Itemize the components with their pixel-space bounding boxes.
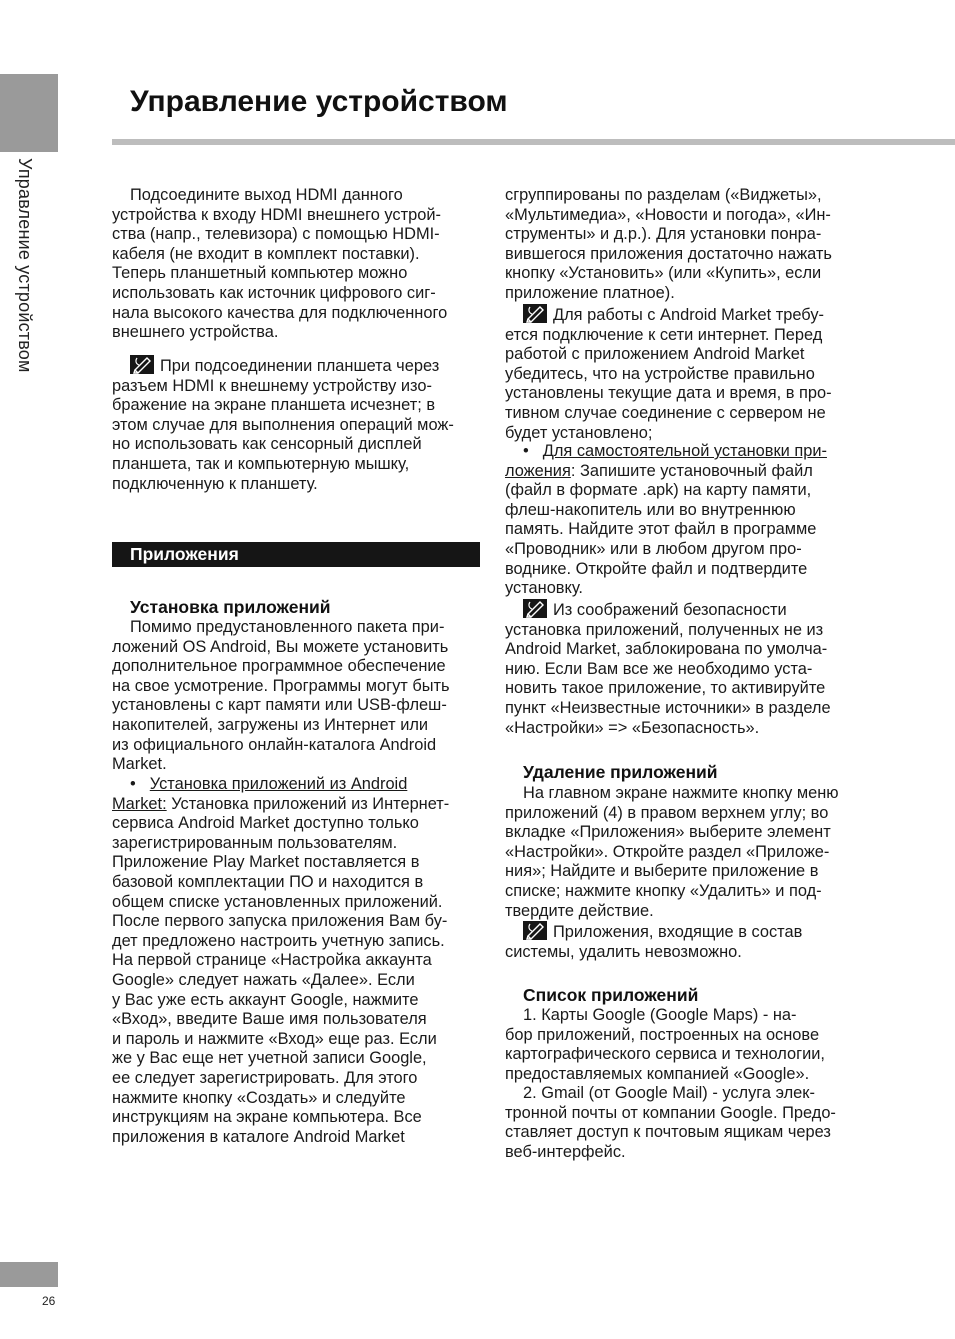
install-heading: Установка приложений (130, 597, 331, 617)
hdmi-paragraph: Подсоедините выход HDMI данного устройства к входу HDMI внешнего устрой- ства (напр., телевизора) с помощью HDMI- кабеля (не входит в комплект поставки). Теперь планшетный компьютер можно использовать как источник цифрового сиг- нала высокого качества для подключенного внешнего устройства. (112, 186, 448, 342)
bullet: • (523, 442, 529, 460)
note-pencil-icon (523, 599, 547, 618)
list-item-gmail: 2. Gmail (от Google Mail) - услуга элек- тронной почты от компании Google. Предо- ставляет доступ к почтовым ящикам через веб-интерфейс. (505, 1084, 836, 1161)
hdmi-note: При подсоединении планшета через разъем HDMI к внешнему устройству изо- бражение на экране планшета исчезнет; в этом случае для выполнения операций мож- но использовать как сенсорный дисплей планшета, так и компьютерную мышку, подключенную к планшету. (112, 357, 454, 493)
list-item-google-maps: 1. Карты Google (Google Maps) - на- бор приложений, построенных на основе картографического сервиса и технологии, предоставляемых компанией «Google». (505, 1006, 825, 1083)
market-note: Для работы с Android Market требу- ется подключение к сети интернет. Перед работой с приложением Android Market убедитесь, что на устройстве правильно установлены текущие дата и время, в про- тивном случае соединение с сервером не будет установлено; (505, 306, 832, 442)
delete-note: Приложения, входящие в состав системы, удалить невозможно. (505, 923, 803, 961)
side-tab-label: Управление устройством (15, 158, 35, 373)
market-bullet-item: • Установка приложений из Android Market: Установка приложений из Интернет- сервиса Android Market доступно только зарегистрированным пользователям. Приложение Play Market поставляется в базовой комплектации ПО и находится в общем списке установленных приложений. После первого запуска приложения Вам бу- дет предложено настроить учетную запись. На первой странице «Настройка аккаунта Google» следует нажать «Далее». Если у Вас уже есть аккаунт Google, нажмите «Вход», введите Ваше имя пользователя и пароль и нажмите «Вход» еще раз. Если же у Вас еще нет учетной записи Google, ее следует зарегистрировать. Для этого нажмите кнопку «Создать» и следуйте инструкциям на экране компьютера. Все приложения в каталоге Android Market (112, 775, 450, 1146)
market-link-title: Установка приложений из Android (149, 775, 408, 793)
side-tab-marker (0, 74, 58, 152)
self-install-link-title: Для самостоятельной установки при- (542, 442, 827, 460)
bullet: • (130, 775, 136, 793)
note-pencil-icon (523, 921, 547, 940)
delete-paragraph: На главном экране нажмите кнопку меню приложений (4) в правом верхнем углу; во вкладке «Приложения» выберите элемент «Настройки». Откройте раздел «Приложе- ния»; Найдите и выберите приложение в списке; нажмите кнопку «Удалить» и под- твердите действие. (505, 784, 839, 920)
page-number: 26 (42, 1294, 56, 1308)
section-title-applications: Приложения (112, 542, 480, 567)
delete-heading: Удаление приложений (523, 762, 718, 782)
market-link-title-end: Market: (112, 794, 167, 813)
note-pencil-icon (523, 304, 547, 323)
self-install-link-title-end: ложения (505, 461, 571, 480)
list-heading: Список приложений (523, 985, 699, 1005)
security-note: Из соображений безопасности установка приложений, полученных не из Android Market, заблокирована по умолча- нию. Если Вам все же необходимо уста- новить такое приложение, то активируйте пункт «Неизвестные источники» в разделе «Настройки» => «Безопасность». (505, 601, 831, 737)
page-title: Управление устройством (130, 85, 508, 118)
page-number-tab (0, 1262, 58, 1287)
install-paragraph: Помимо предустановленного пакета при- ложений OS Android, Вы можете установить дополнительное программное обеспечение на свое усмотрение. Программы могут быть установлены с карт памяти или USB-флеш- накопителей, загружены из Интернет или из официального онлайн-каталога Android Market. (112, 618, 450, 774)
note-pencil-icon (130, 355, 154, 374)
self-install-bullet-item: • Для самостоятельной установки при- ложения: Запишите установочный файл (файл в формате .apk) на карту памяти, флеш-накопитель или во внутреннюю память. Найдите этот файл в программе «Проводник» или в любом другом про- воднике. Откройте файл и подтвердите установку. (505, 442, 827, 598)
title-divider (112, 139, 955, 145)
market-continued-paragraph: сгруппированы по разделам («Виджеты», «Мультимедиа», «Новости и погода», «Ин- струменты» и д.р.). Для установки понра- вившегося приложения достаточно нажать кнопку «Установить» (или «Купить», если приложение платное). (505, 186, 832, 302)
